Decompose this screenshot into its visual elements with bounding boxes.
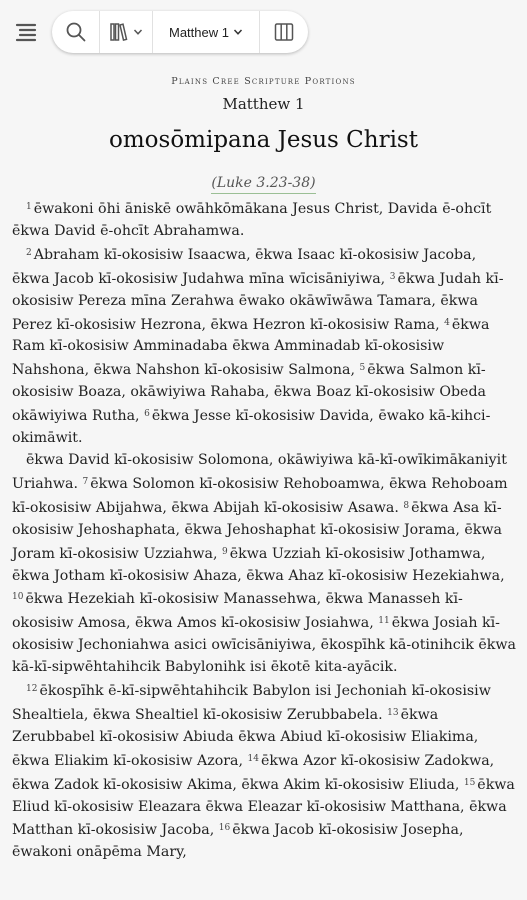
verse-number: 9 [222,546,228,557]
parallel-columns-icon [273,21,295,43]
verse-number: 4 [444,317,450,328]
reference-selector[interactable] [153,11,259,53]
verse-number: 12 [26,684,38,695]
verse-number: 10 [12,592,24,603]
verse-number: 15 [463,777,476,788]
verse-text: ēkwa Asa kī-okosisiw Jehoshaphata, ēkwa Jehoshaphat kī-okosisiw Jorama, ēkwa Joram kī-okosisiw Uzziahwa, [12,499,502,562]
library-books-icon [109,21,133,43]
scripture-content [0,64,527,864]
navigation-pill [52,11,308,53]
verse-number: 8 [403,500,410,511]
paragraph [12,197,517,243]
verse-text: ēkwa Zerubbabel kī-okosisiw Abiuda ēkwa Abiud kī-okosisiw Eliakima, ēkwa Eliakim kī-okosisiw Azora, [12,706,479,769]
verse-number: 1 [26,202,32,212]
verse-number: 2 [26,247,32,258]
verse-text: ēkospīhk ē-kī-sipwēhtahihcik Babylon isi Jechoniah kī-okosisiw Shealtiela, ēkwa Shealtiel kī-okosisiw Zerubbabela. [12,683,491,723]
version-title: Plains Cree Scripture Portions [171,76,356,87]
verse-text: ēkwa Solomon kī-okosisiw Rehoboamwa, ēkwa Rehoboam kī-okosisiw Abijahwa, ēkwa Abijah kī-okosisiw Asawa. [12,475,508,516]
search-button[interactable] [52,11,99,53]
reference-label: Matthew 1 [169,24,229,40]
verse-number: 14 [247,753,259,764]
chevron-down-icon [233,27,243,37]
chapter-title: Matthew 1 [222,95,305,113]
search-icon [65,21,87,43]
verse-text: ēkwa David kī-okosisiw Solomona, okāwiyiwa kā-kī-owīkimākaniyit Uriahwa. [12,451,507,492]
cross-reference-link[interactable]: (Luke 3.23-38) [211,175,315,194]
verse-text: ēkwa Ram kī-okosisiw Amminadaba ēkwa Amminadab kī-okosisiw Nahshona, ēkwa Nahshon kī-okosisiw Salmona, [12,316,490,379]
library-button[interactable] [100,11,152,53]
verse-number: 6 [144,409,150,420]
verse-number: 11 [378,616,390,627]
menu-icon[interactable] [14,20,38,44]
scripture-text [0,197,527,864]
verse-text: ēkwa Azor kī-okosisiw Zadokwa, ēkwa Zadok kī-okosisiw Akima, ēkwa Akim kī-okosisiw Eliuda, [12,752,495,793]
verse-number: 13 [387,707,399,718]
parallel-view-button[interactable] [260,11,308,53]
verse-text: ēkwa Judah kī-okosisiw Pereza mīna Zerahwa ēwako okāwīwāwa Tamara, ēkwa Perez kī-okosisiw Hezrona, ēkwa Hezron kī-okosisiw Rama, [12,270,504,333]
verse-text: ēwakoni ōhi āniskē owāhkōmākana Jesus Christ, Davida ē-ohcīt ēkwa David ē-ohcīt Abrahamwa. [12,201,492,239]
verse-number: 3 [389,271,396,282]
verse-text: ēkwa Hezekiah kī-okosisiw Manassehwa, ēkwa Manasseh kī-okosisiw Amosa, ēkwa Amos kī-okosisiw Josiahwa, [12,591,463,632]
paragraph [12,450,517,679]
verse-text: ēkwa Josiah kī-okosisiw Jechoniahwa asici owīcisāniyiwa, ēkospīhk kā-otinihcik ēkwa kā-kī-sipwēhtahihcik Babylonihk isi ēkotē kita-ayācik. [12,615,516,676]
cross-reference [0,175,527,191]
verse-text: Abraham kī-okosisiw Isaacwa, ēkwa Isaac kī-okosisiw Jacoba, ēkwa Jacob kī-okosisiw Judahwa mīna wīcisāniyiwa, [12,246,477,287]
verse-text: ēkwa Uzziah kī-okosisiw Jothamwa, ēkwa Jotham kī-okosisiw Ahaza, ēkwa Ahaz kī-okosisiw Hezekiahwa, [12,545,505,584]
verse-number: 7 [82,476,89,487]
top-toolbar [0,0,527,64]
verse-text: ēkwa Jesse kī-okosisiw Davida, ēwako kā-kihci-okimāwit. [12,408,491,447]
verse-number: 5 [359,363,366,374]
chevron-down-icon [133,27,143,37]
section-heading: omosōmipana Jesus Christ [109,127,418,153]
verse-text: ēkwa Eliud kī-okosisiw Eleazara ēkwa Eleazar kī-okosisiw Matthana, ēkwa Matthan kī-okosisiw Jacoba, [12,776,515,839]
verse-text: ēkwa Salmon kī-okosisiw Boaza, okāwiyiwa Rahaba, ēkwa Boaz kī-okosisiw Obeda okāwiyiwa Rutha, [12,362,486,425]
verse-number: 16 [218,823,231,834]
verse-text: ēkwa Jacob kī-okosisiw Josepha, ēwakoni onāpēma Mary, [12,822,464,861]
paragraph [12,243,517,450]
paragraph [12,679,517,864]
